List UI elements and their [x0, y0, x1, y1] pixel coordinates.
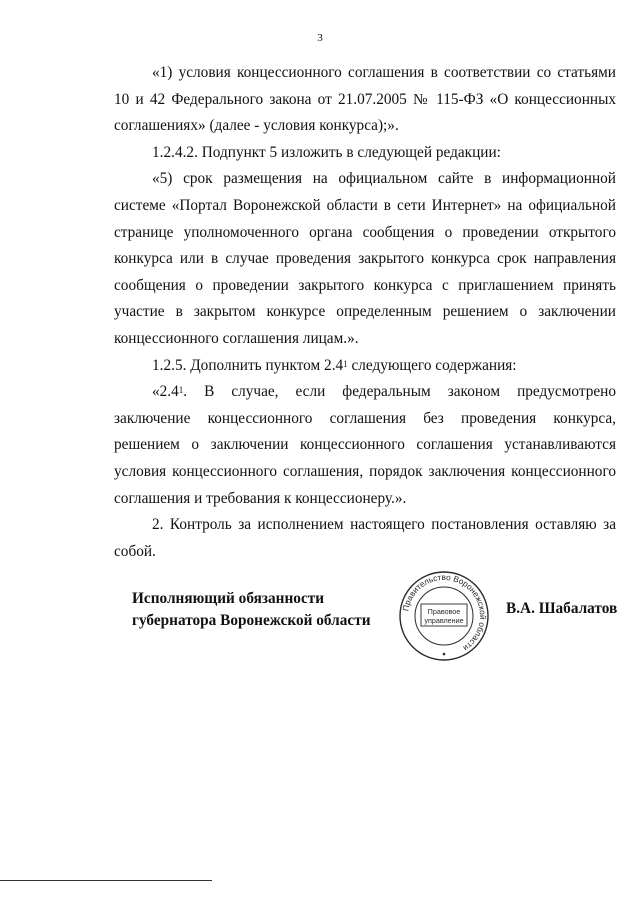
paragraph-5 [114, 379, 616, 512]
stamp-ring-text: Правительство Воронежской области [400, 571, 489, 654]
superscript: 1 [343, 358, 348, 369]
stamp-seal-icon [398, 570, 490, 662]
paragraph-2: 1.2.4.2. Подпункт 5 изложить в следующей редакции: [152, 143, 501, 161]
stamp-center-line-1: Правовое [427, 607, 461, 616]
paragraph-4 [114, 353, 616, 380]
signatory-position-line-2: губернатора Воронежской области [132, 612, 371, 629]
paragraph-6: 2. Контроль за исполнением настоящего постановления оставляю за собой. [114, 516, 616, 560]
signatory-position [132, 588, 371, 632]
page-number: 3 [317, 32, 323, 44]
document-body [114, 60, 616, 565]
paragraph-3: «5) срок размещения на официальном сайте в информационной системе «Портал Воронежской области в сети Интернет» на официальной странице уполномоченного органа сообщения о проведении открытого конкурса или в случае проведения закрытого конкурса срок направления сообщения о проведении закрытого конкурса с приглашением принять участие в закрытом конкурсе определенным решением о заключении концессионного соглашения лицам.». [114, 170, 616, 347]
superscript: 1 [178, 385, 184, 396]
signatory-name: В.А. Шабалатов [506, 600, 618, 617]
paragraph-5-text-end: . В случае, если федеральным законом предусмотрено заключение концессионного соглашения без проведения конкурса, решением о заключении концессионного соглашения устанавливаются условия концессионного соглашения, порядок заключения концессионного соглашения и требования к концессионеру.». [114, 383, 616, 507]
official-stamp [398, 570, 490, 662]
paragraph-4-text: 1.2.5. Дополнить пунктом 2.4 [152, 356, 344, 374]
stamp-center-line-2: управление [424, 616, 464, 625]
paragraph-1: «1) условия концессионного соглашения в соответствии со статьями 10 и 42 Федерального закона от 21.07.2005 № 115-ФЗ «О концессионных соглашениях» (далее - условия конкурса);». [114, 64, 616, 135]
paragraph-5-text: «2.4 [152, 383, 179, 401]
footer-divider [0, 880, 212, 881]
paragraph-4-text-end: следующего содержания: [347, 356, 517, 374]
signatory-position-line-1: Исполняющий обязанности [132, 590, 325, 607]
